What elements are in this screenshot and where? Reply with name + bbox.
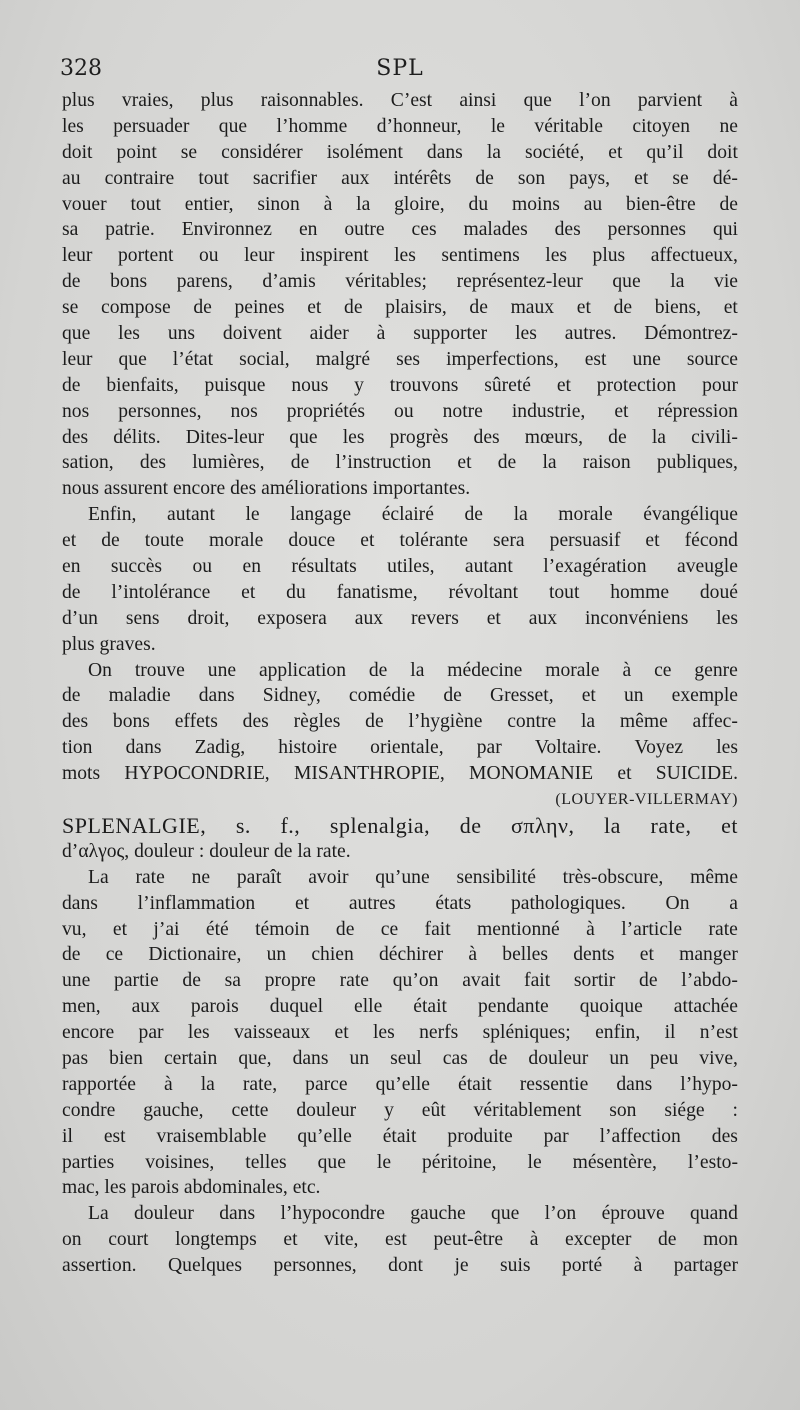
text-line: des délits. Dites-leur que les progrès des mœurs, de la civili- — [62, 426, 738, 448]
text-line: des bons effets des règles de l’hygiène contre la même affec- — [62, 711, 738, 733]
text-line: de bienfaits, puisque nous y trouvons sûreté et protection pour — [62, 374, 738, 396]
text-line: on court longtemps et vite, est peut-être à excepter de mon — [62, 1229, 738, 1251]
entry-headword-line: SPLENALGIE, s. f., splenalgia, de σπλην, la rate, et — [62, 812, 738, 838]
text-line: men, aux parois duquel elle était pendante quoique attachée — [62, 996, 738, 1018]
text-line: doit point se considérer isolément dans la société, et qu’il doit — [62, 141, 738, 163]
paragraph-start: On trouve une application de la médecine morale à ce genre — [88, 659, 738, 681]
text-line: condre gauche, cette douleur y eût véritablement son siége : — [62, 1099, 738, 1121]
paragraph-start: La rate ne paraît avoir qu’une sensibilité très-obscure, même — [88, 866, 738, 888]
running-head: SPL — [376, 56, 424, 81]
text-line: et de toute morale douce et tolérante sera persuasif et fécond — [62, 530, 738, 552]
text-line: encore par les vaisseaux et les nerfs spléniques; enfin, il n’est — [62, 1022, 738, 1044]
text-line: de maladie dans Sidney, comédie de Gresset, et un exemple — [62, 685, 738, 707]
text-line: de ce Dictionaire, un chien déchirer à belles dents et manger — [62, 944, 738, 966]
text-line: nos personnes, nos propriétés ou notre industrie, et répression — [62, 400, 738, 422]
text-line: d’αλγος, douleur : douleur de la rate. — [62, 840, 351, 862]
text-line: mac, les parois abdominales, etc. — [62, 1177, 321, 1199]
text-line: assertion. Quelques personnes, dont je suis porté à partager — [62, 1255, 738, 1277]
text-line: rapportée à la rate, parce qu’elle était ressentie dans l’hypo- — [62, 1073, 738, 1095]
text-line: sa patrie. Environnez en outre ces malades des personnes qui — [62, 219, 738, 241]
text-line: les persuader que l’homme d’honneur, le véritable citoyen ne — [62, 115, 738, 137]
text-line: dans l’inflammation et autres états pathologiques. On a — [62, 892, 738, 914]
cross-reference-line: mots HYPOCONDRIE, MISANTHROPIE, MONOMANIE et SUICIDE. — [62, 763, 738, 785]
text-line: sation, des lumières, de l’instruction et de la raison publiques, — [62, 452, 738, 474]
text-line: se compose de peines et de plaisirs, de maux et de biens, et — [62, 297, 738, 319]
text-line: une partie de sa propre rate qu’on avait fait sortir de l’abdo- — [62, 970, 738, 992]
text-line: plus graves. — [62, 633, 156, 655]
text-line: parties voisines, telles que le péritoine, le mésentère, l’esto- — [62, 1151, 738, 1173]
text-line: pas bien certain que, dans un seul cas de douleur un peu vive, — [62, 1047, 738, 1069]
text-line: vouer tout entier, sinon à la gloire, du moins au bien-être de — [62, 193, 738, 215]
paragraph-start: La douleur dans l’hypocondre gauche que l’on éprouve quand — [88, 1203, 738, 1225]
text-line: vu, et j’ai été témoin de ce fait mentionné à l’article rate — [62, 918, 738, 940]
text-line: de l’intolérance et du fanatisme, révoltant tout homme doué — [62, 581, 738, 603]
text-line: que les uns doivent aider à supporter les autres. Démontrez- — [62, 323, 738, 345]
page-number: 328 — [60, 56, 102, 81]
text-line: nous assurent encore des améliorations importantes. — [62, 478, 471, 500]
text-line: plus vraies, plus raisonnables. C’est ainsi que l’on parvient à — [62, 90, 738, 111]
author-signature: (LOUYER-VILLERMAY) — [555, 791, 738, 809]
text-line: leur que l’état social, malgré ses imperfections, est une source — [62, 348, 738, 370]
body-text — [62, 88, 738, 1279]
page-header — [60, 56, 740, 86]
text-line: tion dans Zadig, histoire orientale, par Voltaire. Voyez les — [62, 737, 738, 759]
text-line: au contraire tout sacrifier aux intérêts de son pays, et se dé- — [62, 167, 738, 189]
text-line: en succès ou en résultats utiles, autant l’exagération aveugle — [62, 556, 738, 578]
text-line: leur portent ou leur inspirent les sentimens les plus affectueux, — [62, 245, 738, 267]
text-line: de bons parens, d’amis véritables; représentez-leur que la vie — [62, 271, 738, 293]
paragraph-start: Enfin, autant le langage éclairé de la morale évangélique — [88, 504, 738, 526]
text-line: il est vraisemblable qu’elle était produite par l’affection des — [62, 1125, 738, 1147]
text-line: d’un sens droit, exposera aux revers et aux inconvéniens les — [62, 607, 738, 629]
